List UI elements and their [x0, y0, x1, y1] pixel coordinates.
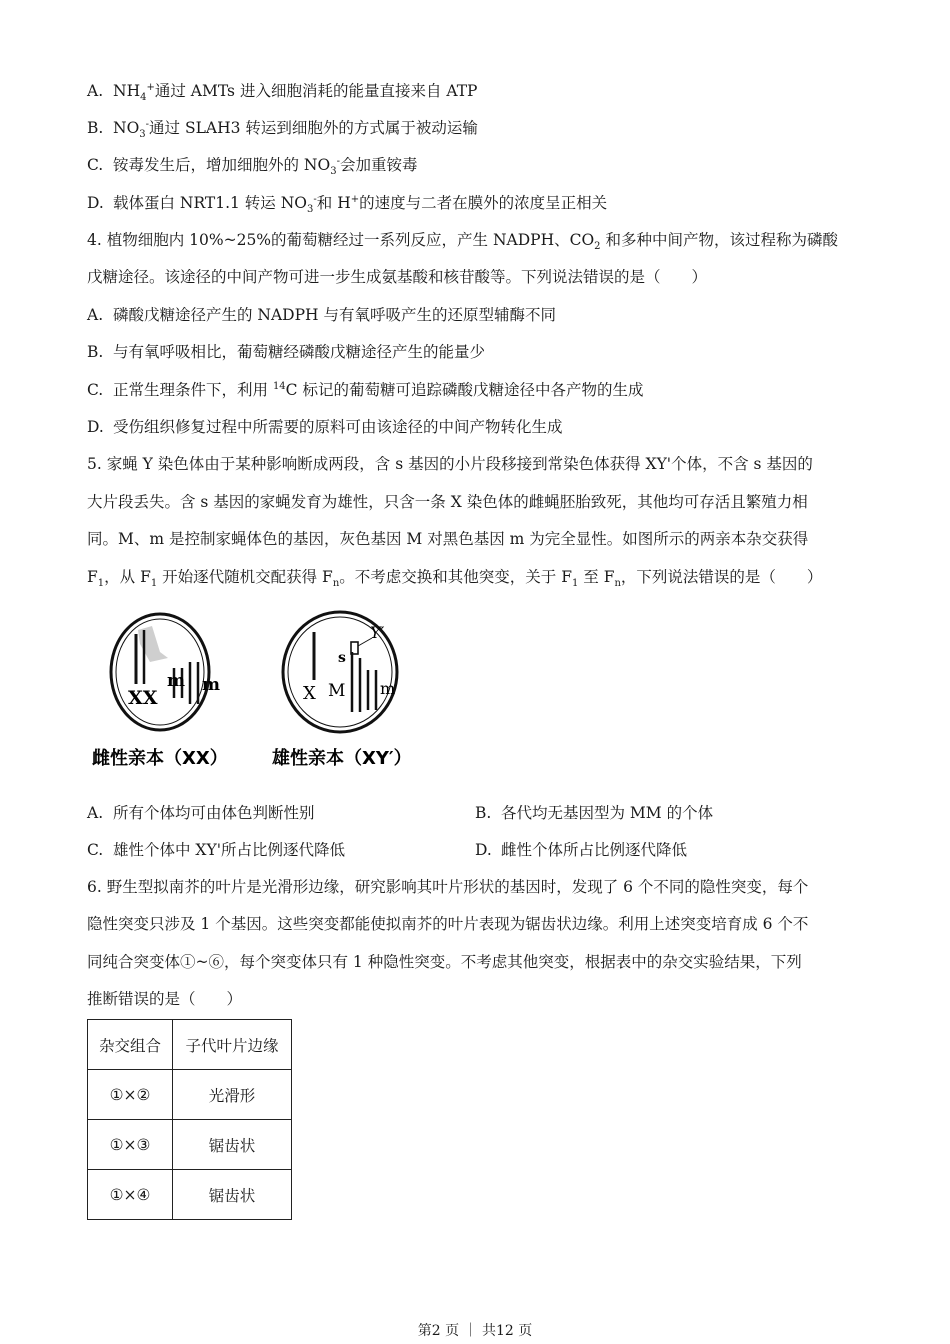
table-header-row	[88, 1020, 292, 1070]
male-cell	[283, 612, 397, 732]
table-row	[88, 1120, 292, 1170]
table-cell: 锯齿状	[173, 1120, 292, 1170]
table-cell: ①×④	[88, 1170, 173, 1220]
male-x-label: X	[303, 683, 316, 704]
q5-stem-line2: 大片段丢失。含 s 基因的家蝇发育为雄性，只含一条 X 染色体的雌蝇胚胎致死，其他均可存活且繁殖力相	[87, 493, 808, 511]
q5-option-d: D. 雌性个体所占比例逐代降低	[475, 841, 688, 859]
male-M-label: M	[328, 681, 346, 701]
q4-option-a: A. 磷酸戊糖途径产生的 NADPH 与有氧呼吸产生的还原型辅酶不同	[87, 306, 556, 324]
q5-option-a: A. 所有个体均可由体色判断性别	[87, 804, 315, 822]
q3-option-a: A. $NH_4^+$通过 AMTs 进入细胞消耗的能量直接来自 ATP	[87, 81, 478, 104]
female-cell	[111, 614, 220, 730]
table-row	[88, 1170, 292, 1220]
male-y-label: Y′	[370, 623, 385, 642]
q5-stem-line3: 同。M、m 是控制家蝇体色的基因，灰色基因 M 对黑色基因 m 为完全显性。如图所示的两亲本杂交获得	[87, 530, 809, 548]
q4-option-c: C. 正常生理条件下，利用 $^{14}$C 标记的葡萄糖可追踪磷酸戊糖途径中各产物的生成	[87, 380, 644, 399]
q6-stem-line4: 推断错误的是（ ）	[87, 990, 243, 1008]
table-row	[88, 1070, 292, 1120]
q4-option-d: D. 受伤组织修复过程中所需要的原料可由该途径的中间产物转化生成	[87, 418, 563, 436]
cross-result-table	[87, 1019, 292, 1220]
table-cell: ①×③	[88, 1120, 173, 1170]
q4-stem-line1: 4. 植物细胞内 10%~25%的葡萄糖经过一系列反应，产生 NADPH、$CO_2$ 和多种中间产物，该过程称为磷酸	[87, 231, 838, 253]
q3-option-b: B. $NO_3^-$通过 SLAH3 转运到细胞外的方式属于被动运输	[87, 118, 478, 141]
female-m-label-2: m	[202, 675, 220, 695]
q4-option-b: B. 与有氧呼吸相比，葡萄糖经磷酸戊糖途径产生的能量少	[87, 343, 486, 361]
chromosome-figure	[90, 604, 430, 776]
female-xx-label: XX	[128, 687, 158, 709]
table-cell: ①×②	[88, 1070, 173, 1120]
q4-stem-line2: 戊糖途径。该途径的中间产物可进一步生成氨基酸和核苷酸等。下列说法错误的是（ ）	[87, 268, 708, 286]
q5-stem-line1: 5. 家蝇 Y 染色体由于某种影响断成两段，含 s 基因的小片段移接到常染色体获得 XY'个体，不含 s 基因的	[87, 455, 813, 473]
male-s-label: s	[338, 650, 346, 666]
table-header-cell: 杂交组合	[88, 1020, 173, 1070]
page-footer: 第2 页 ｜ 共12 页	[417, 1323, 533, 1339]
table-cell: 锯齿状	[173, 1170, 292, 1220]
q6-stem-line2: 隐性突变只涉及 1 个基因。这些突变都能使拟南芥的叶片表现为锯齿状边缘。利用上述突变培育成 6 个不	[87, 915, 809, 933]
q3-option-c: C. 铵毒发生后，增加细胞外的 $NO_3^-$会加重铵毒	[87, 155, 418, 178]
q6-stem-line3: 同纯合突变体①~⑥，每个突变体只有 1 种隐性突变。不考虑其他突变，根据表中的杂交实验结果，下列	[87, 953, 802, 971]
female-m-label-1: m	[167, 671, 185, 691]
q3-option-d: D. 载体蛋白 NRT1.1 转运 $NO_3^-$和 H+的速度与二者在膜外的浓度呈正相关	[87, 193, 608, 216]
q5-stem-line4: $F_1$，从 $F_1$ 开始逐代随机交配获得 $F_n$。不考虑交换和其他突变，关于 $F_1$ 至 $F_n$，下列说法错误的是（ ）	[87, 568, 823, 590]
table-cell: 光滑形	[173, 1070, 292, 1120]
male-m-label: m	[380, 679, 396, 698]
table-header-cell: 子代叶片边缘	[173, 1020, 292, 1070]
q5-option-b: B. 各代均无基因型为 MM 的个体	[475, 804, 714, 822]
q6-stem-line1: 6. 野生型拟南芥的叶片是光滑形边缘，研究影响其叶片形状的基因时，发现了 6 个不同的隐性突变，每个	[87, 878, 809, 896]
female-caption: 雌性亲本（XX）	[92, 748, 228, 769]
male-caption: 雄性亲本（XY′）	[272, 748, 412, 769]
q5-option-c: C. 雄性个体中 XY'所占比例逐代降低	[87, 841, 345, 859]
